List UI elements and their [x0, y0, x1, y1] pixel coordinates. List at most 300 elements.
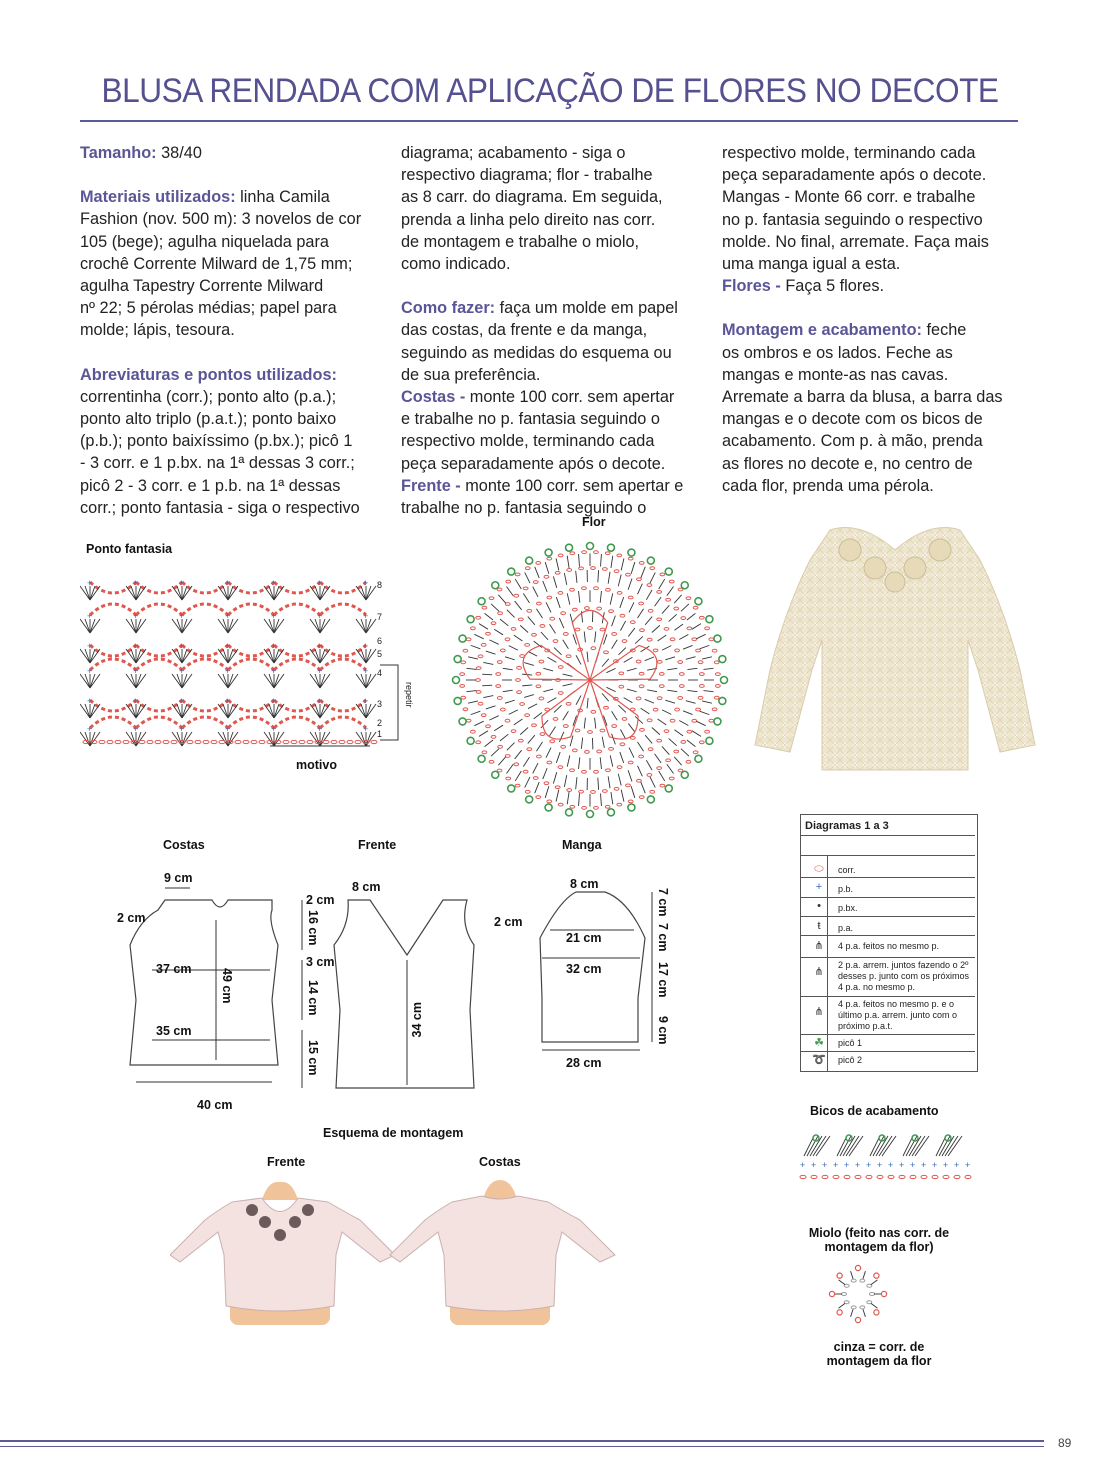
flower-stitch: [681, 749, 689, 757]
stitch-fan: [85, 704, 90, 718]
flower-chain: [476, 691, 481, 694]
flower-chain: [660, 784, 665, 787]
chain-arc: [182, 700, 228, 711]
picot-mark: [526, 557, 533, 564]
flower-stitch: [687, 613, 696, 620]
picot-mark: [478, 755, 485, 762]
flower-stitch: [687, 740, 696, 747]
flower-chain: [686, 597, 691, 600]
flower-stitch: [494, 629, 503, 635]
flower-stitch: [505, 700, 515, 703]
center-picot: [881, 1291, 886, 1296]
flower-stitch: [533, 763, 538, 773]
dim-sleeve-v2: 7 cm: [656, 923, 670, 952]
flower-chain: [506, 580, 511, 583]
flower-stitch: [563, 711, 569, 720]
center-note: cinza = corr. de montagem da flor: [826, 1340, 932, 1368]
chain-arc: [274, 700, 320, 711]
flower-chain: [525, 714, 530, 717]
flower-chain: [539, 697, 544, 700]
flower-stitch: [674, 624, 683, 630]
flower-chain: [709, 719, 714, 722]
flower-chain: [686, 760, 691, 763]
chain-arc: [136, 700, 182, 711]
flower-chain: [547, 557, 552, 560]
stitch-fan: [264, 619, 274, 633]
chain-stitch: [203, 740, 209, 743]
flower-chain: [681, 617, 686, 620]
center-stitch: [863, 1271, 865, 1279]
flower-chain: [461, 696, 466, 699]
center-picot: [874, 1273, 879, 1278]
flower-chain: [647, 774, 652, 777]
flower-chain: [639, 602, 644, 605]
flower-stitch: [637, 584, 642, 595]
plus-mark: +: [225, 641, 231, 651]
chain-arc: [228, 659, 274, 670]
chain-arc: [274, 645, 320, 656]
flower-chain: [533, 777, 538, 780]
flower-stitch: [679, 720, 688, 725]
legend-item: corr.: [838, 865, 856, 875]
plus-mark: +: [271, 666, 277, 676]
flower-chain: [705, 627, 710, 630]
flower-stitch: [541, 632, 548, 640]
flower-stitch: [515, 750, 522, 759]
plus-mark: +: [179, 724, 185, 734]
plus-mark: +: [133, 696, 139, 706]
flower-stitch: [696, 721, 705, 726]
edging-chain: [877, 1175, 883, 1178]
flower-chain: [670, 638, 675, 641]
flower-chain: [637, 578, 642, 581]
stitch-fan: [366, 619, 371, 633]
flower-stitch: [520, 625, 528, 632]
flower-chain: [639, 755, 644, 758]
flower-stitch: [686, 657, 696, 660]
flower-stitch: [645, 699, 654, 703]
center-base-chain: [860, 1279, 865, 1282]
abbreviations-paragraph: Abreviaturas e pontos utilizados: correntinha (corr.); ponto alto (p.a.); ponto alto triplo (p.a.t.); ponto baixo (p.b.); ponto baixíssimo (p.bx.); picô 1 - 3 corr. e 1 p.bx. na 1ª dessas 3 corr.; picô 2 - 3 corr. e 1 p.b. na 1ª dessas corr.; ponto fantasia - siga o respectivo: [80, 365, 360, 517]
edging-chain: [910, 1175, 916, 1178]
flower-chain: [626, 784, 631, 787]
flower-stitch: [635, 636, 643, 643]
picot-mark: [492, 771, 499, 778]
chain-arc: [274, 604, 320, 615]
flower-stitch: [631, 562, 635, 574]
edging-chain: [833, 1175, 839, 1178]
flower-stitch: [627, 689, 637, 692]
flower-stitch: [620, 621, 625, 631]
flower-stitch: [587, 698, 588, 709]
plus-mark: +: [225, 611, 231, 621]
flower-stitch: [500, 619, 508, 626]
row-num-3: 3: [377, 699, 383, 709]
legend-item: picô 1: [838, 1038, 863, 1048]
flower-stitch: [489, 640, 498, 644]
assembly-front-label: Frente: [267, 1155, 306, 1169]
flower-stitch: [584, 631, 585, 642]
chain-stitch: [171, 740, 177, 743]
flower-chain: [525, 567, 530, 570]
flower-chain: [550, 740, 555, 743]
edging-plus: +: [899, 1160, 905, 1170]
center-stitch: [851, 1309, 853, 1317]
flower-chain: [486, 632, 491, 635]
stitch-fan: [366, 704, 376, 718]
flower-chain: [500, 649, 505, 652]
flower-stitch: [620, 597, 624, 608]
flower-chain: [639, 672, 644, 675]
flower-stitch: [611, 556, 613, 568]
stitch-fan: [310, 674, 320, 688]
dim-side-5: 15 cm: [306, 1040, 320, 1076]
size-value: 38/40: [161, 144, 202, 162]
flower-stitch: [628, 770, 632, 781]
flower-stitch: [500, 734, 508, 741]
flower-chain: [563, 633, 568, 636]
flower-stitch: [628, 579, 632, 590]
stitch-fan: [320, 674, 330, 688]
stitch-fan: [80, 619, 90, 633]
flower-chain: [622, 718, 627, 721]
flower-chain: [555, 786, 560, 789]
flower-chain: [604, 651, 609, 654]
stitch-fan: [223, 674, 228, 688]
flower-stitch: [509, 646, 518, 651]
flower-chain: [518, 739, 523, 742]
stitch-fan: [177, 674, 182, 688]
flower-stitch: [523, 593, 529, 603]
stitch-fan: [361, 704, 366, 718]
flower-stitch: [506, 764, 513, 773]
legend-item: p.b.: [838, 884, 854, 894]
plus-mark: +: [133, 641, 139, 651]
flower-chain: [670, 719, 675, 722]
flower-stitch: [629, 748, 634, 758]
flower-chain: [553, 718, 558, 721]
stitch-fan: [228, 619, 238, 633]
edging-chain: [954, 1175, 960, 1178]
edging-plus: +: [822, 1160, 828, 1170]
edging-chain: [943, 1175, 949, 1178]
stitch-fan: [90, 704, 95, 718]
flower-chain: [558, 803, 563, 806]
stitch-fan: [182, 586, 187, 600]
flower-chain: [591, 791, 596, 794]
flower-chain: [597, 607, 602, 610]
flower-chain: [547, 800, 552, 803]
row-num-5: 5: [377, 649, 383, 659]
flower-stitch: [679, 634, 688, 639]
flower-stitch: [522, 685, 532, 686]
stitch-fan: [182, 704, 187, 718]
flower-stitch: [600, 757, 601, 769]
stitch-fan: [361, 674, 366, 688]
flower-chain: [532, 633, 537, 636]
plus-mark: +: [363, 641, 369, 651]
flower-chain: [622, 640, 627, 643]
flower-stitch: [601, 554, 602, 566]
flower-stitch: [692, 624, 701, 630]
plus-mark: +: [363, 724, 369, 734]
flower-chain: [714, 696, 719, 699]
flower-stitch: [624, 657, 633, 662]
fan-joined-icon: ⋔: [814, 1006, 824, 1018]
flower-chain: [550, 617, 555, 620]
stitch-fan: [218, 674, 228, 688]
edging-chain: [844, 1175, 850, 1178]
center-picot: [855, 1317, 860, 1322]
picot-mark: [647, 557, 654, 564]
flower-stitch: [587, 652, 588, 663]
flower-stitch: [652, 727, 660, 734]
stitch-fan: [366, 674, 371, 688]
center-stitch: [851, 1271, 853, 1279]
flower-chain: [505, 603, 510, 606]
chain-stitch: [139, 740, 145, 743]
legend-item: 2 p.a. arrem. juntos fazendo o 2º desses p. junto com os próximos 4 p.a. no mesmo p.: [838, 960, 970, 992]
flower-chain: [567, 569, 572, 572]
flower-chain: [678, 661, 683, 664]
flower-chain: [620, 743, 625, 746]
chain-stitch: [331, 740, 337, 743]
chain-arc: [90, 582, 136, 593]
flower-chain: [582, 587, 587, 590]
stitch-fan: [223, 586, 228, 600]
chain-arc: [228, 645, 274, 656]
dim-back-2: 2 cm: [117, 911, 146, 925]
flower-stitch: [637, 766, 642, 777]
center-stitch: [871, 1280, 877, 1285]
flower-stitch: [581, 738, 582, 749]
stitch-fan: [310, 619, 320, 633]
chain-arc: [90, 717, 136, 728]
flower-chain: [476, 741, 481, 744]
flower-chain: [653, 708, 658, 711]
picot-mark: [628, 549, 635, 556]
flower-chain: [525, 790, 530, 793]
flower-stitch: [612, 640, 618, 649]
flower-chain: [553, 640, 558, 643]
dot-icon: •: [817, 900, 821, 912]
flower-chain: [657, 660, 662, 663]
flower-chain: [605, 552, 610, 555]
chain-stitch: [291, 740, 297, 743]
flower-stitch: [556, 790, 559, 802]
edging-plus: +: [877, 1160, 883, 1170]
garment-photo: [750, 520, 1040, 790]
flower-stitch: [629, 602, 634, 612]
flower-stitch: [687, 668, 697, 669]
center-base-chain: [860, 1306, 865, 1309]
flower-chain: [604, 706, 609, 709]
flower-chain: [482, 606, 487, 609]
flower-stitch: [608, 572, 610, 584]
stitch-fan: [85, 649, 90, 663]
flower-stitch: [528, 704, 537, 709]
chain-arc: [90, 645, 136, 656]
flower-stitch: [509, 710, 518, 715]
flower-stitch: [479, 731, 488, 737]
center-base-chain: [842, 1293, 847, 1296]
flower-chain: [570, 805, 575, 808]
flower-stitch: [595, 718, 596, 729]
picot-mark: [714, 718, 721, 725]
flower-stitch: [645, 617, 652, 625]
flower-chain: [660, 573, 665, 576]
stitch-fan: [126, 674, 136, 688]
text-column-2: [401, 142, 706, 519]
picot-mark: [508, 568, 515, 575]
stitch-fan: [274, 704, 279, 718]
flower-chain: [481, 714, 486, 717]
plus-mark: +: [87, 666, 93, 676]
edging-plus: +: [811, 1160, 817, 1170]
plus-mark: +: [271, 611, 277, 621]
flower-stitch: [474, 721, 483, 726]
chain-arc: [320, 717, 366, 728]
flower-chain: [609, 610, 614, 613]
flower-chain: [536, 685, 541, 688]
flower-chain: [628, 596, 633, 599]
flower-stitch: [635, 716, 643, 723]
flower-chain: [460, 685, 465, 688]
flower-stitch: [564, 573, 566, 585]
picot-mark: [719, 656, 726, 663]
flower-stitch: [503, 668, 513, 670]
flower-chain: [614, 787, 619, 790]
flower-stitch: [620, 752, 624, 763]
stitch-fan: [126, 619, 136, 633]
flower-stitch: [601, 794, 602, 806]
dim-back-1: 9 cm: [164, 871, 193, 885]
stitch-fan: [269, 649, 274, 663]
stitch-fan: [315, 704, 320, 718]
flower-stitch: [608, 776, 610, 788]
flower-chain: [544, 575, 549, 578]
flower-stitch: [662, 710, 671, 715]
picot-mark: [526, 796, 533, 803]
edging-chain: [932, 1175, 938, 1178]
flower-chain: [478, 702, 483, 705]
chain-stitch: [299, 740, 305, 743]
flower-stitch: [554, 648, 561, 655]
page-title: BLUSA RENDADA COM APLICAÇÃO DE FLORES NO DECOTE: [101, 72, 999, 110]
stitch-fan: [269, 619, 274, 633]
chain-arc: [182, 717, 228, 728]
chain-arc: [320, 659, 366, 670]
flower-stitch: [704, 691, 714, 692]
stitch-fan: [80, 704, 90, 718]
stitch-fan: [223, 649, 228, 663]
flower-chain: [698, 696, 703, 699]
how-to-label: Como fazer:: [401, 299, 496, 318]
flower-chain: [657, 739, 662, 742]
flower-chain: [558, 766, 563, 769]
chain-arc: [136, 645, 182, 656]
flower-stitch: [467, 668, 477, 669]
edging-plus: +: [932, 1160, 938, 1170]
flower-stitch: [674, 757, 681, 765]
chain-arc: [136, 659, 182, 670]
stitch-fan: [90, 619, 95, 633]
flower-chain: [536, 755, 541, 758]
flower-stitch: [683, 645, 692, 649]
picot-mark: [681, 582, 688, 589]
flower-chain: [525, 643, 530, 646]
flower-stitch: [700, 711, 710, 714]
stitch-fan: [85, 674, 90, 688]
picot-mark: [706, 616, 713, 623]
stitch-fan: [228, 586, 233, 600]
plus-mark: +: [317, 578, 323, 588]
stitch-fan: [182, 674, 187, 688]
flower-chain: [648, 609, 653, 612]
picot-mark: [628, 804, 635, 811]
flower-chain: [674, 607, 679, 610]
stitch-fan: [136, 619, 146, 633]
flower-chain: [650, 567, 655, 570]
chain-arc: [136, 604, 182, 615]
flower-stitch: [485, 740, 494, 747]
flower-chain: [515, 573, 520, 576]
dim-back-5: 35 cm: [156, 1024, 192, 1038]
edging-plus: +: [965, 1160, 971, 1170]
flower-chain: [712, 649, 717, 652]
center-picot: [874, 1310, 879, 1315]
title-divider: [80, 120, 1018, 122]
flower-chain: [520, 703, 525, 706]
flower-stitch: [669, 738, 677, 745]
plus-mark: +: [225, 578, 231, 588]
picot-mark: [681, 771, 688, 778]
flower-stitch: [489, 716, 498, 720]
center-picot: [829, 1291, 834, 1296]
flower-chain: [500, 708, 505, 711]
chain-stitch: [219, 740, 225, 743]
flower-stitch: [479, 624, 488, 630]
sleeves-paragraph: respectivo molde, terminando cada peça separadamente após o decote. Mangas - Monte 66 corr. e trabalhe no p. fantasia seguindo o respectivo molde. No final, arremate. Faça mais uma manga igual a esta. Flores - Faça 5 flores.: [722, 144, 989, 296]
edging-chain: [800, 1175, 806, 1178]
picot-mark: [721, 677, 728, 684]
plus-mark: +: [133, 578, 139, 588]
flower-chain: [463, 649, 468, 652]
stitch-fan: [85, 619, 90, 633]
flower-chain: [461, 661, 466, 664]
flower-stitch: [567, 755, 570, 766]
flower-stitch: [618, 575, 621, 587]
flower-chain: [482, 751, 487, 754]
stitch-fan: [274, 619, 279, 633]
stitch-fan: [182, 619, 192, 633]
stitch-fan: [136, 619, 141, 633]
assembly-back-label: Costas: [479, 1155, 521, 1169]
edging-plus: +: [943, 1160, 949, 1170]
flower-chain: [628, 800, 633, 803]
picot-mark: [714, 635, 721, 642]
flower-chain: [666, 759, 671, 762]
flower-chain: [715, 673, 720, 676]
picot-mark: [706, 737, 713, 744]
flower-chain: [539, 660, 544, 663]
flower-chain: [696, 649, 701, 652]
plus-mark: +: [87, 724, 93, 734]
picot-mark: [467, 616, 474, 623]
flower-stitch: [535, 567, 539, 578]
size-label: Tamanho:: [80, 144, 157, 162]
flower-chain: [630, 621, 635, 624]
